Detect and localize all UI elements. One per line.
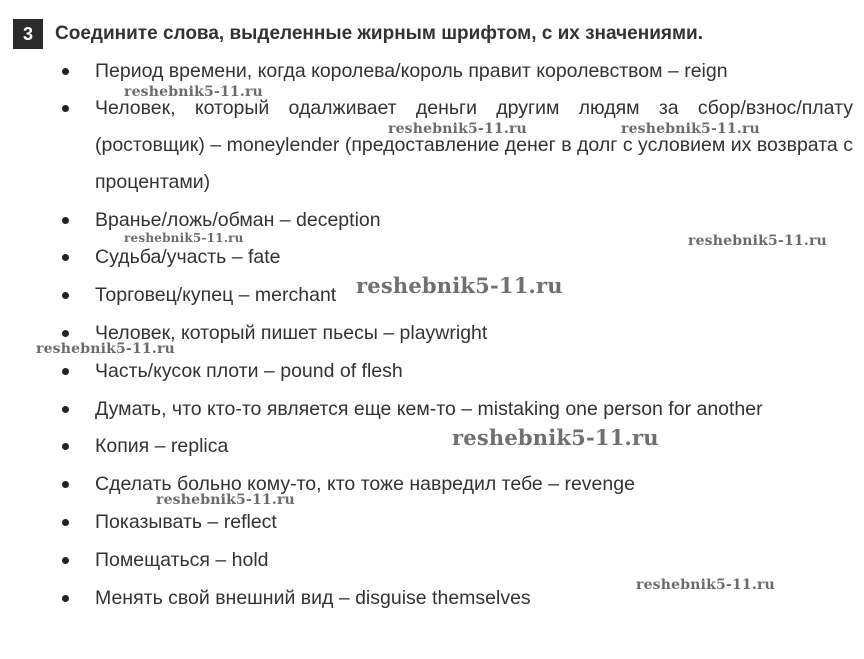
task-header (13, 19, 703, 49)
item-text: Человек, который пишет пьесы – playwright (95, 322, 488, 344)
bullet-icon (62, 595, 69, 602)
watermark: reshebnik5-11.ru (452, 425, 659, 450)
bullet-icon (62, 406, 69, 413)
watermark: reshebnik5-11.ru (156, 492, 295, 508)
item-text: Помещаться – hold (95, 549, 269, 571)
watermark: reshebnik5-11.ru (388, 121, 527, 137)
item-text: Торговец/купец – merchant (95, 284, 337, 306)
bullet-icon (62, 443, 69, 450)
watermark: reshebnik5-11.ru (356, 273, 563, 298)
item-text: Менять свой внешний вид – disguise themselves (95, 587, 531, 609)
bullet-icon (62, 254, 69, 261)
item-text: Сделать больно кому-то, кто тоже навредил тебе – revenge (95, 473, 635, 495)
item-text: Думать, что кто-то является еще кем-то – mistaking one person for another (95, 398, 763, 420)
item-text: Судьба/участь – fate (95, 246, 281, 268)
item-text: Вранье/ложь/обман – deception (95, 209, 381, 231)
watermark: reshebnik5-11.ru (636, 577, 775, 593)
item-text: Человек, который одалживает деньги другим людям за сбор/взнос/плату (ростовщик) – moneylender (предоставление денег в долг с условием их возврата с процентами) (95, 97, 853, 193)
bullet-icon (62, 481, 69, 488)
item-text: Показывать – reflect (95, 511, 277, 533)
bullet-icon (62, 68, 69, 75)
watermark: reshebnik5-11.ru (124, 231, 244, 245)
watermark: reshebnik5-11.ru (688, 233, 827, 249)
bullet-icon (62, 557, 69, 564)
watermark: reshebnik5-11.ru (124, 84, 263, 100)
watermark: reshebnik5-11.ru (621, 121, 760, 137)
item-text: Период времени, когда королева/король правит королевством – reign (95, 60, 728, 82)
bullet-icon (62, 292, 69, 299)
bullet-icon (62, 105, 69, 112)
task-title: Соедините слова, выделенные жирным шрифтом, с их значениями. (55, 23, 703, 44)
item-text: Часть/кусок плоти – pound of flesh (95, 360, 403, 382)
item-text: Копия – replica (95, 435, 229, 457)
watermark: reshebnik5-11.ru (36, 341, 175, 357)
bullet-icon (62, 368, 69, 375)
task-number-badge: 3 (13, 19, 43, 49)
bullet-icon (62, 330, 69, 337)
bullet-icon (62, 519, 69, 526)
bullet-icon (62, 217, 69, 224)
